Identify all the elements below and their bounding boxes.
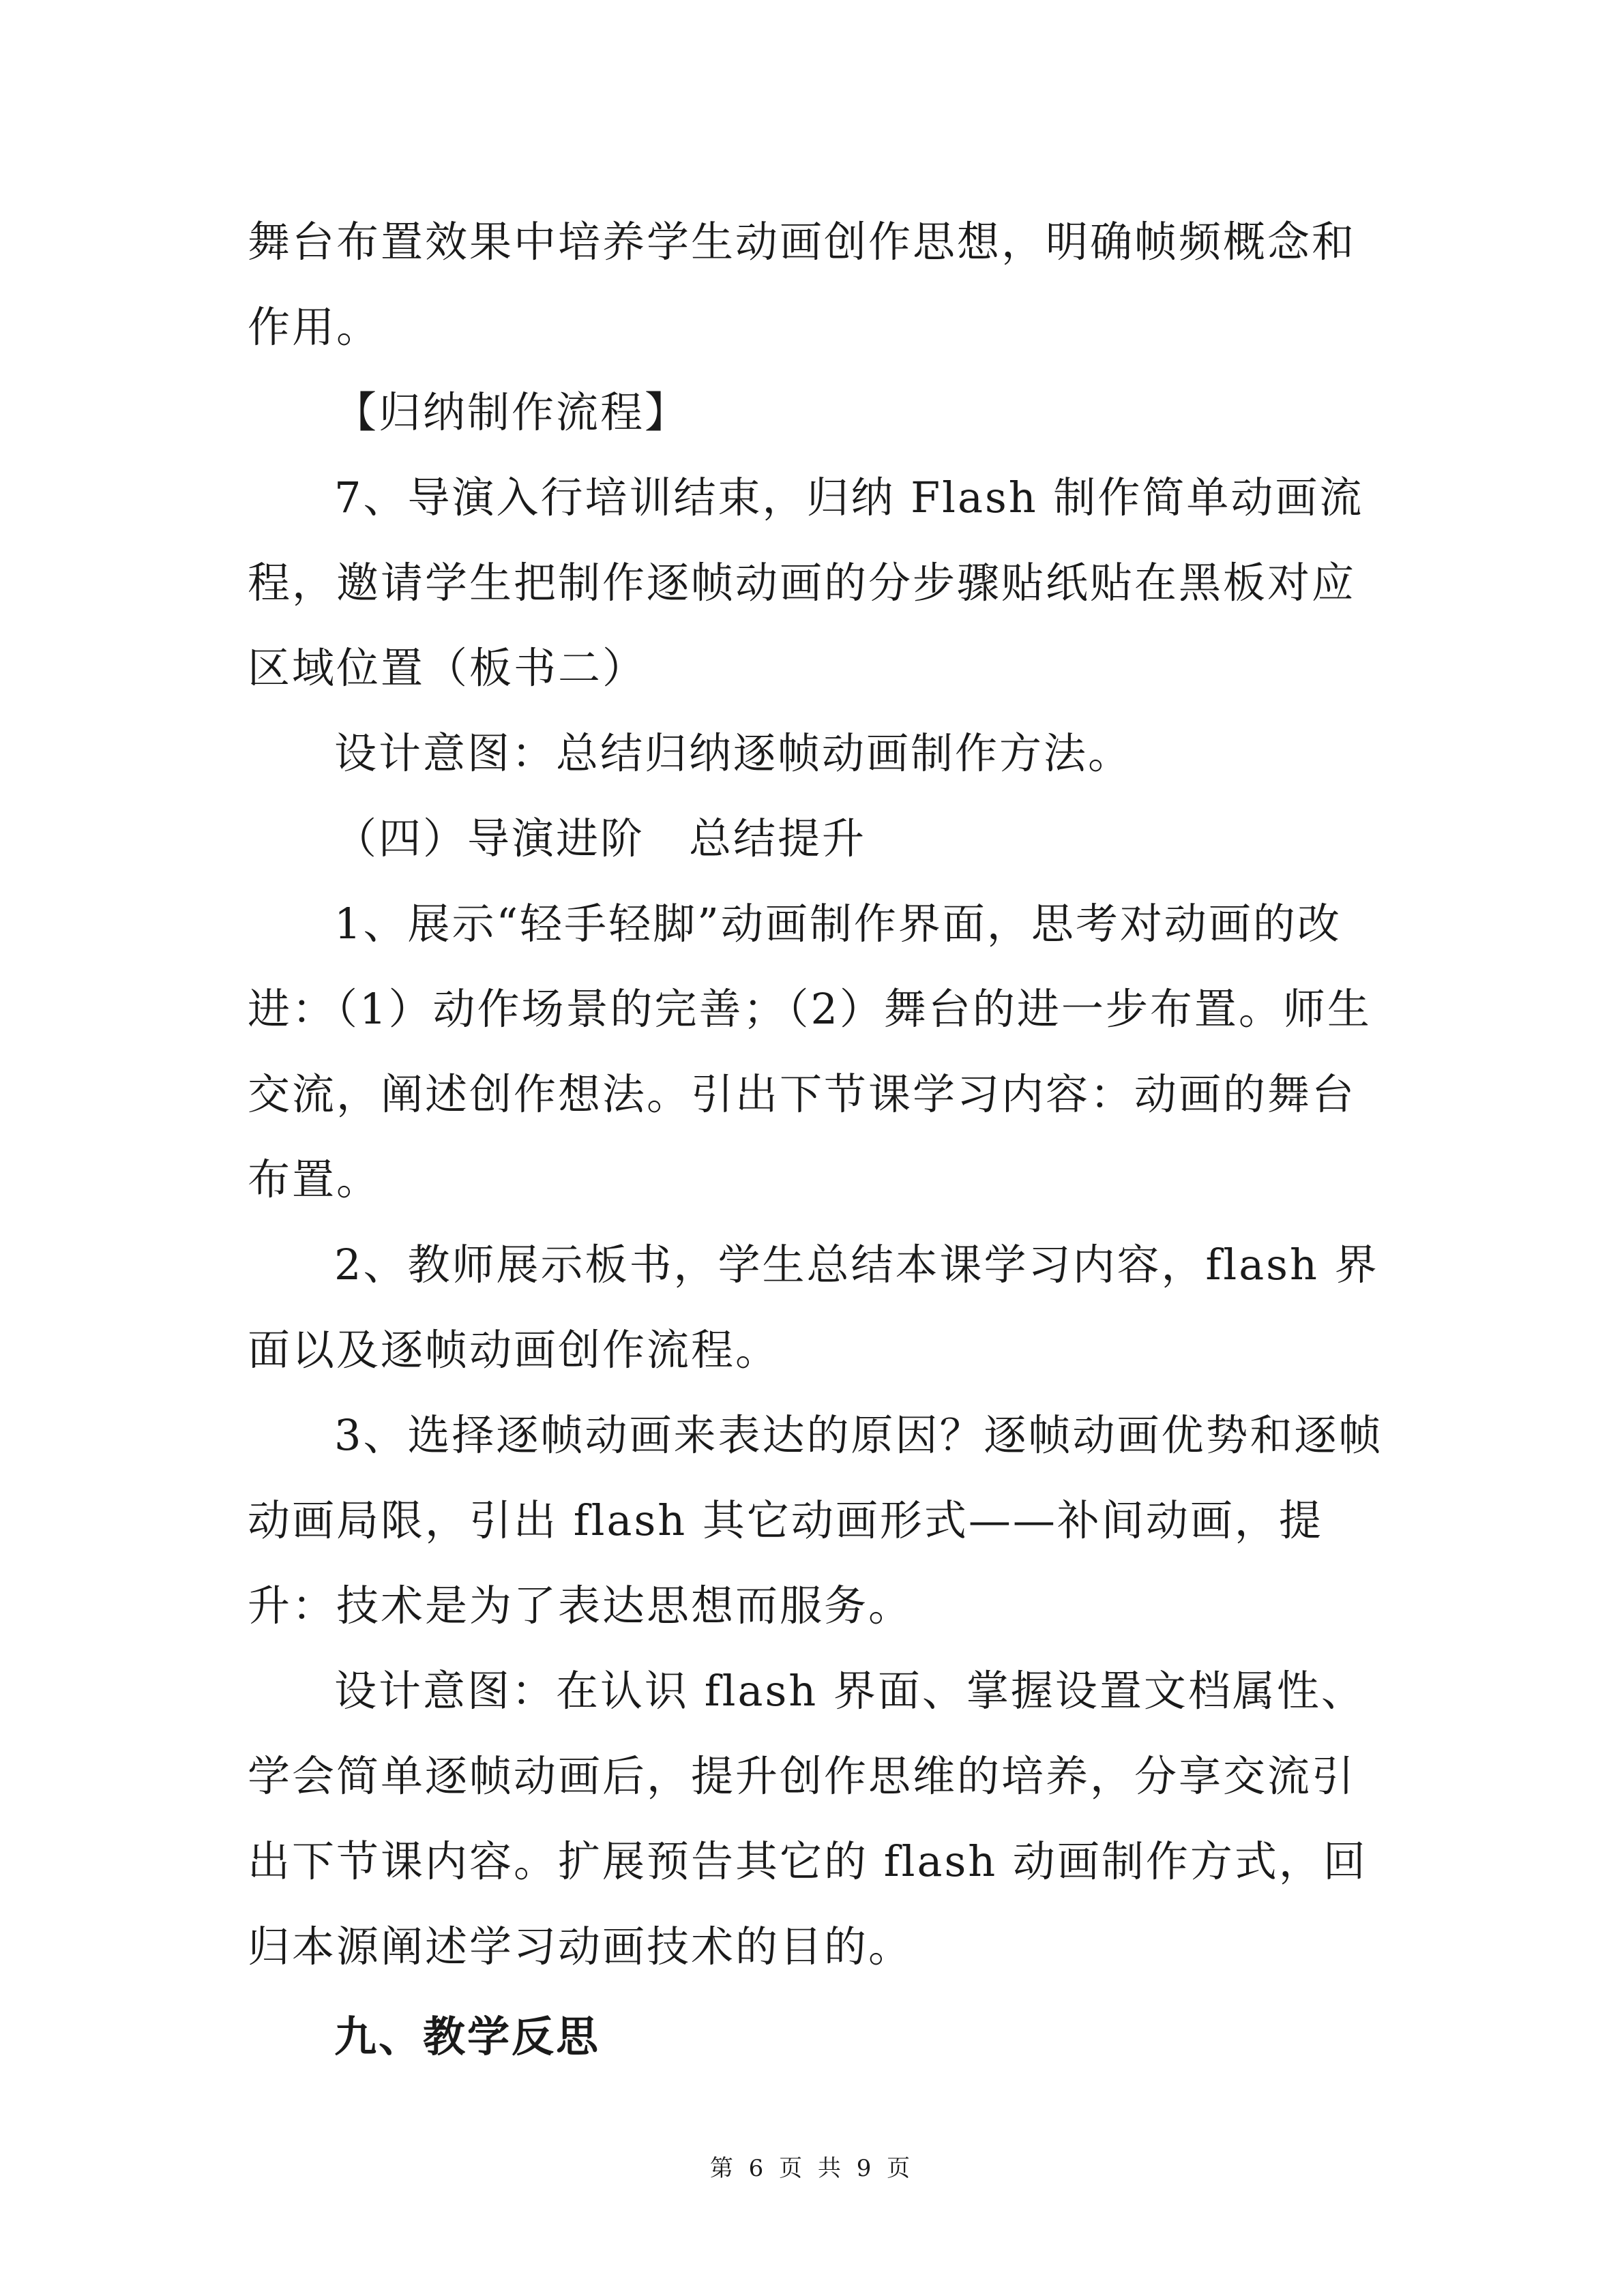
paragraph-line: 7、导演入行培训结束，归纳 Flash 制作简单动画流 (334, 473, 1364, 522)
design-intent-line: 设计意图：总结归纳逐帧动画制作方法。 (334, 728, 1133, 778)
paragraph-line: 交流，阐述创作想法。引出下节课学习内容：动画的舞台 (248, 1069, 1357, 1119)
paragraph-line: 归本源阐述学习动画技术的目的。 (248, 1922, 913, 1971)
chapter-heading: 九、教学反思 (334, 2012, 601, 2061)
paragraph-line: 作用。 (248, 302, 381, 352)
paragraph-line: 区域位置（板书二） (248, 643, 647, 693)
paragraph-line: 进：（1）动作场景的完善；（2）舞台的进一步布置。师生 (248, 984, 1372, 1034)
page-footer: 第 6 页 共 9 页 (709, 2155, 915, 2182)
paragraph-line: 布置。 (248, 1154, 381, 1204)
paragraph-line: 2、教师展示板书，学生总结本课学习内容，flash 界 (334, 1240, 1379, 1289)
paragraph-line: 面以及逐帧动画创作流程。 (248, 1325, 780, 1375)
paragraph-line: 3、选择逐帧动画来表达的原因？逐帧动画优势和逐帧 (334, 1410, 1383, 1460)
paragraph-line: 动画局限，引出 flash 其它动画形式——补间动画，提 (248, 1495, 1323, 1545)
paragraph-line: 1、展示“轻手轻脚”动画制作界面，思考对动画的改 (334, 899, 1342, 949)
paragraph-line: 升：技术是为了表达思想而服务。 (248, 1581, 913, 1630)
paragraph-line: 学会简单逐帧动画后，提升创作思维的培养，分享交流引 (248, 1751, 1357, 1801)
section-subheading: 【归纳制作流程】 (334, 387, 690, 437)
paragraph-line: 出下节课内容。扩展预告其它的 flash 动画制作方式，回 (248, 1836, 1368, 1886)
paragraph-line: 舞台布置效果中培养学生动画创作思想，明确帧频概念和 (248, 217, 1357, 267)
design-intent-line: 设计意图：在认识 flash 界面、掌握设置文档属性、 (334, 1666, 1365, 1716)
section-heading: （四）导演进阶 总结提升 (334, 814, 867, 863)
paragraph-line: 程，邀请学生把制作逐帧动画的分步骤贴纸贴在黑板对应 (248, 558, 1357, 608)
